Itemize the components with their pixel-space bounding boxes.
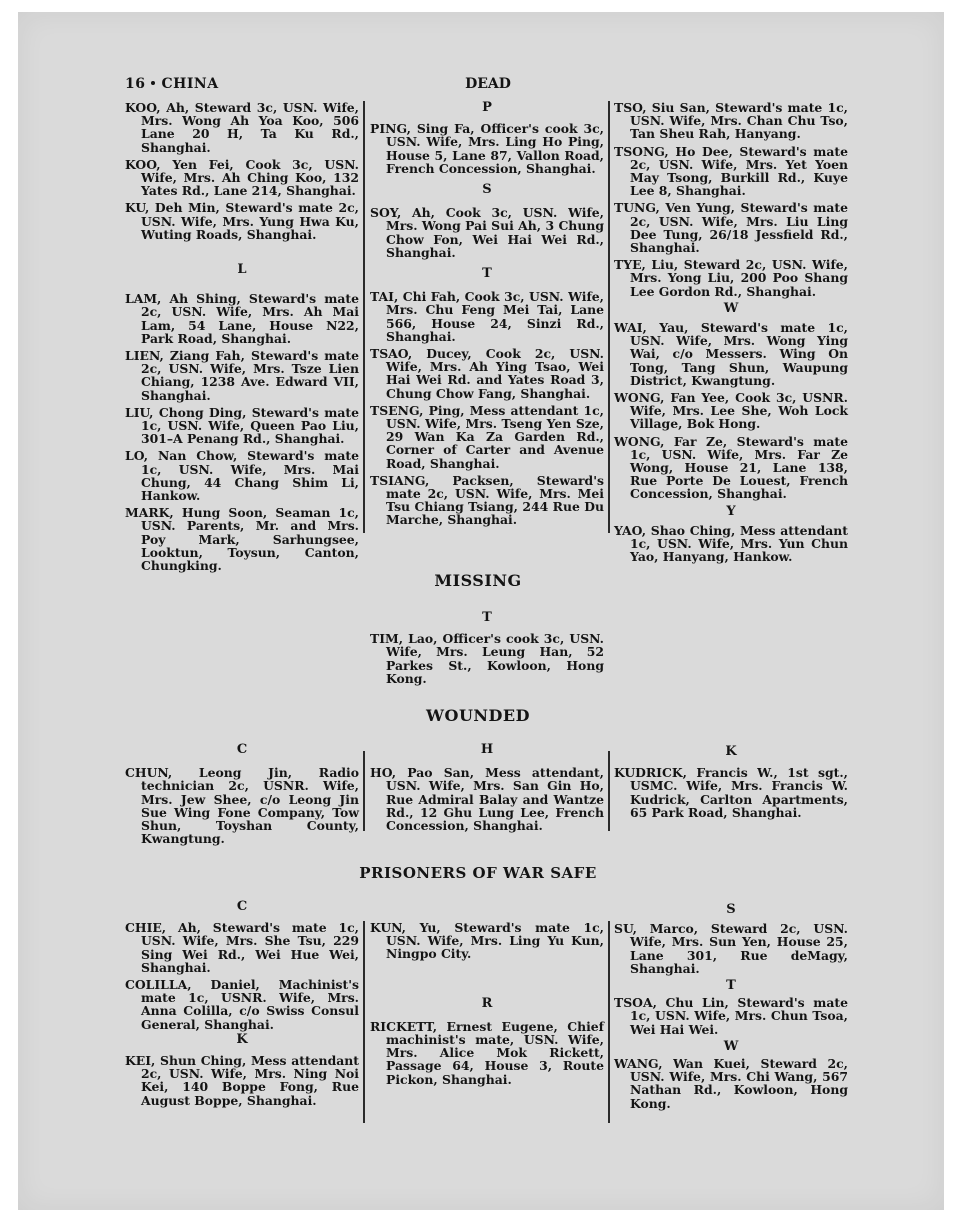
page-header xyxy=(125,76,219,92)
dead-y-entries xyxy=(614,524,848,564)
roster-entry: MARK, Hung Soon, Seaman 1c, USN. Parents, Mr. and Mrs. Poy Mark, Sarhungsee, Looktun, Toysun, Canton, Chungking. xyxy=(125,505,359,574)
roster-entry: WANG, Wan Kuei, Steward 2c, USN. Wife, Mrs. Chi Wang, 567 Nathan Rd., Kowloon, Hong Kong. xyxy=(614,1056,848,1111)
roster-entry: PING, Sing Fa, Officer's cook 3c, USN. Wife, Mrs. Ling Ho Ping, House 5, Lane 87, Vallon Road, French Concession, Shanghai. xyxy=(370,121,604,176)
pow-c-entries xyxy=(125,921,359,1031)
roster-entry: SOY, Ah, Cook 3c, USN. Wife, Mrs. Wong Pai Sui Ah, 3 Chung Chow Fon, Wei Hai Wei Rd., Shanghai. xyxy=(370,205,604,260)
roster-entry: KEI, Shun Ching, Mess attendant 2c, USN. Wife, Mrs. Ning Noi Kei, 140 Boppe Fong, Rue August Boppe, Shanghai. xyxy=(125,1053,359,1108)
letter-s: S xyxy=(482,182,492,198)
roster-entry: COLILLA, Daniel, Machinist's mate 1c, USNR. Wife, Mrs. Anna Colilla, c/o Swiss Consul General, Shanghai. xyxy=(125,977,359,1032)
roster-entry: TSAO, Ducey, Cook 2c, USN. Wife, Mrs. Ah Ying Tsao, Wei Hai Wei Rd. and Yates Road 3, Chung Chow Fang, Shanghai. xyxy=(370,346,604,401)
pow-column-2 xyxy=(370,921,604,1090)
letter-r: R xyxy=(481,995,493,1011)
letter-c: C xyxy=(236,899,248,914)
letter-c: C xyxy=(236,742,248,757)
dead-t2-entries xyxy=(614,101,848,298)
roster-entry: TAI, Chi Fah, Cook 3c, USN. Wife, Mrs. Chu Feng Mei Tai, Lane 566, House 24, Sinzi Rd., Shanghai. xyxy=(370,289,604,344)
missing-heading: MISSING xyxy=(434,571,522,590)
roster-entry: WONG, Far Ze, Steward's mate 1c, USN. Wife, Mrs. Far Ze Wong, House 21, Lane 138, Rue Porte De Louest, French Concession, Shanghai. xyxy=(614,433,848,502)
dead-k-entries xyxy=(125,101,359,241)
roster-entry: KUN, Yu, Steward's mate 1c, USN. Wife, Mrs. Ling Yu Kun, Ningpo City. xyxy=(370,920,604,962)
dead-column-1 xyxy=(125,101,359,576)
roster-entry: WAI, Yau, Steward's mate 1c, USN. Wife, Mrs. Wong Ying Wai, c/o Messers. Wing On Tong, Tang Shun, Waupung District, Kwangtung. xyxy=(614,320,848,388)
wounded-column-2 xyxy=(370,743,604,836)
pow-t-entries xyxy=(614,996,848,1036)
column-divider xyxy=(363,921,365,1123)
roster-entry: TSONG, Ho Dee, Steward's mate 2c, USN. Wife, Mrs. Yet Yoen May Tsong, Burkill Rd., Kuye Lee 8, Shanghai. xyxy=(614,143,848,199)
dead-p-entries xyxy=(370,122,604,175)
dead-w-entries xyxy=(614,321,848,501)
letter-s: S xyxy=(726,902,736,917)
roster-entry: LIEN, Ziang Fah, Steward's mate 2c, USN. Wife, Mrs. Tsze Lien Chiang, 1238 Ave. Edward VII, Shanghai. xyxy=(125,348,359,403)
letter-p: P xyxy=(482,100,492,115)
pow-column-3 xyxy=(614,903,848,1114)
wounded-column-3 xyxy=(614,745,848,823)
bullet-dot xyxy=(151,81,155,85)
roster-entry: LAM, Ah Shing, Steward's mate 2c, USN. Wife, Mrs. Ah Mai Lam, 54 Lane, House N22, Park Road, Shanghai. xyxy=(125,291,359,346)
pow-k-entries xyxy=(125,1054,359,1107)
column-divider xyxy=(608,751,610,831)
roster-entry: TSIANG, Packsen, Steward's mate 2c, USN. Wife, Mrs. Mei Tsu Chiang Tsiang, 244 Rue Du Marche, Shanghai. xyxy=(370,472,604,528)
column-divider xyxy=(363,101,365,533)
letter-y: Y xyxy=(726,503,736,519)
letter-t: T xyxy=(726,978,736,994)
pow-column-1 xyxy=(125,900,359,1111)
roster-entry: LIU, Chong Ding, Steward's mate 1c, USN. Wife, Queen Pao Liu, 301–A Penang Rd., Shanghai. xyxy=(125,404,359,447)
roster-entry: TSOA, Chu Lin, Steward's mate 1c, USN. Wife, Mrs. Chun Tsoa, Wei Hai Wei. xyxy=(614,995,848,1037)
dead-s-entries xyxy=(370,206,604,259)
pow-k2-entries xyxy=(370,921,604,961)
letter-k: K xyxy=(725,744,737,759)
column-divider xyxy=(608,101,610,533)
wounded-entry: KUDRICK, Francis W., 1st sgt., USMC. Wife, Mrs. Francis W. Kudrick, Carlton Apartments, 65 Park Road, Shanghai. xyxy=(614,765,848,820)
dead-t-entries xyxy=(370,290,604,526)
column-divider xyxy=(363,751,365,831)
wounded-heading: WOUNDED xyxy=(426,706,530,725)
dead-column-2 xyxy=(370,101,604,531)
letter-t: T xyxy=(482,266,492,282)
letter-w: W xyxy=(723,1038,739,1054)
dead-heading: DEAD xyxy=(465,76,511,92)
roster-entry: TSENG, Ping, Mess attendant 1c, USN. Wife, Mrs. Tseng Yen Sze, 29 Wan Ka Za Garden Rd., Corner of Carter and Avenue Road, Shanghai. xyxy=(370,402,604,471)
missing-block xyxy=(370,611,604,689)
pow-w-entries xyxy=(614,1057,848,1110)
roster-entry: CHIE, Ah, Steward's mate 1c, USN. Wife, Mrs. She Tsu, 229 Sing Wei Rd., Wei Hue Wei, Shanghai. xyxy=(125,920,359,975)
roster-entry: YAO, Shao Ching, Mess attendant 1c, USN. Wife, Mrs. Yun Chun Yao, Hanyang, Hankow. xyxy=(614,522,848,565)
section-name: CHINA xyxy=(161,76,219,92)
roster-entry: LO, Nan Chow, Steward's mate 1c, USN. Wife, Mrs. Mai Chung, 44 Chang Shim Li, Hankow. xyxy=(125,448,359,504)
dead-l-entries xyxy=(125,292,359,572)
roster-entry: TYE, Liu, Steward 2c, USN. Wife, Mrs. Yong Liu, 200 Poo Shang Lee Gordon Rd., Shanghai. xyxy=(614,257,848,299)
wounded-entry: HO, Pao San, Mess attendant, USN. Wife, Mrs. San Gin Ho, Rue Admiral Balay and Wantze Rd., 12 Ghu Lung Lee, French Concession, Shanghai. xyxy=(370,765,604,834)
missing-entry: TIM, Lao, Officer's cook 3c, USN. Wife, Mrs. Leung Han, 52 Parkes St., Kowloon, Hong Kong. xyxy=(370,631,604,686)
roster-entry: TUNG, Ven Yung, Steward's mate 2c, USN. Wife, Mrs. Liu Ling Dee Tung, 26/18 Jessfield Rd., Shanghai. xyxy=(614,200,848,256)
pow-s-entries xyxy=(614,922,848,975)
roster-entry: KOO, Yen Fei, Cook 3c, USN. Wife, Mrs. Ah Ching Koo, 132 Yates Rd., Lane 214, Shanghai. xyxy=(125,156,359,199)
roster-entry: TSO, Siu San, Steward's mate 1c, USN. Wife, Mrs. Chan Chu Tso, Tan Sheu Rah, Hanyang. xyxy=(614,100,848,142)
page-number: 16 xyxy=(125,76,146,92)
roster-entry: WONG, Fan Yee, Cook 3c, USNR. Wife, Mrs. Lee She, Woh Lock Village, Bok Hong. xyxy=(614,390,848,432)
letter-w: W xyxy=(723,300,739,316)
roster-entry: KOO, Ah, Steward 3c, USN. Wife, Mrs. Wong Ah Yoa Koo, 506 Lane 20 H, Ta Ku Rd., Shanghai. xyxy=(125,100,359,155)
letter-k: K xyxy=(236,1031,248,1047)
column-divider xyxy=(608,921,610,1123)
roster-entry: RICKETT, Ernest Eugene, Chief machinist's mate, USN. Wife, Mrs. Alice Mok Rickett, Passage 64, House 3, Route Pickon, Shanghai. xyxy=(370,1018,604,1087)
roster-entry: SU, Marco, Steward 2c, USN. Wife, Mrs. Sun Yen, House 25, Lane 301, Rue deMagy, Shanghai. xyxy=(614,921,848,976)
letter-l: L xyxy=(237,262,247,278)
letter-h: H xyxy=(480,742,494,757)
wounded-column-1 xyxy=(125,743,359,849)
dead-column-3 xyxy=(614,101,848,568)
roster-entry: KU, Deh Min, Steward's mate 2c, USN. Wife, Mrs. Yung Hwa Ku, Wuting Roads, Shanghai. xyxy=(125,200,359,242)
wounded-entry: CHUN, Leong Jin, Radio technician 2c, USNR. Wife, Mrs. Jew Shee, c/o Leong Jin Sue Wing Fone Company, Tow Shun, Toyshan County, Kwangtung. xyxy=(125,765,359,847)
pow-r-entries xyxy=(370,1020,604,1086)
letter-t: T xyxy=(482,610,492,625)
pow-heading: PRISONERS OF WAR SAFE xyxy=(359,864,597,882)
